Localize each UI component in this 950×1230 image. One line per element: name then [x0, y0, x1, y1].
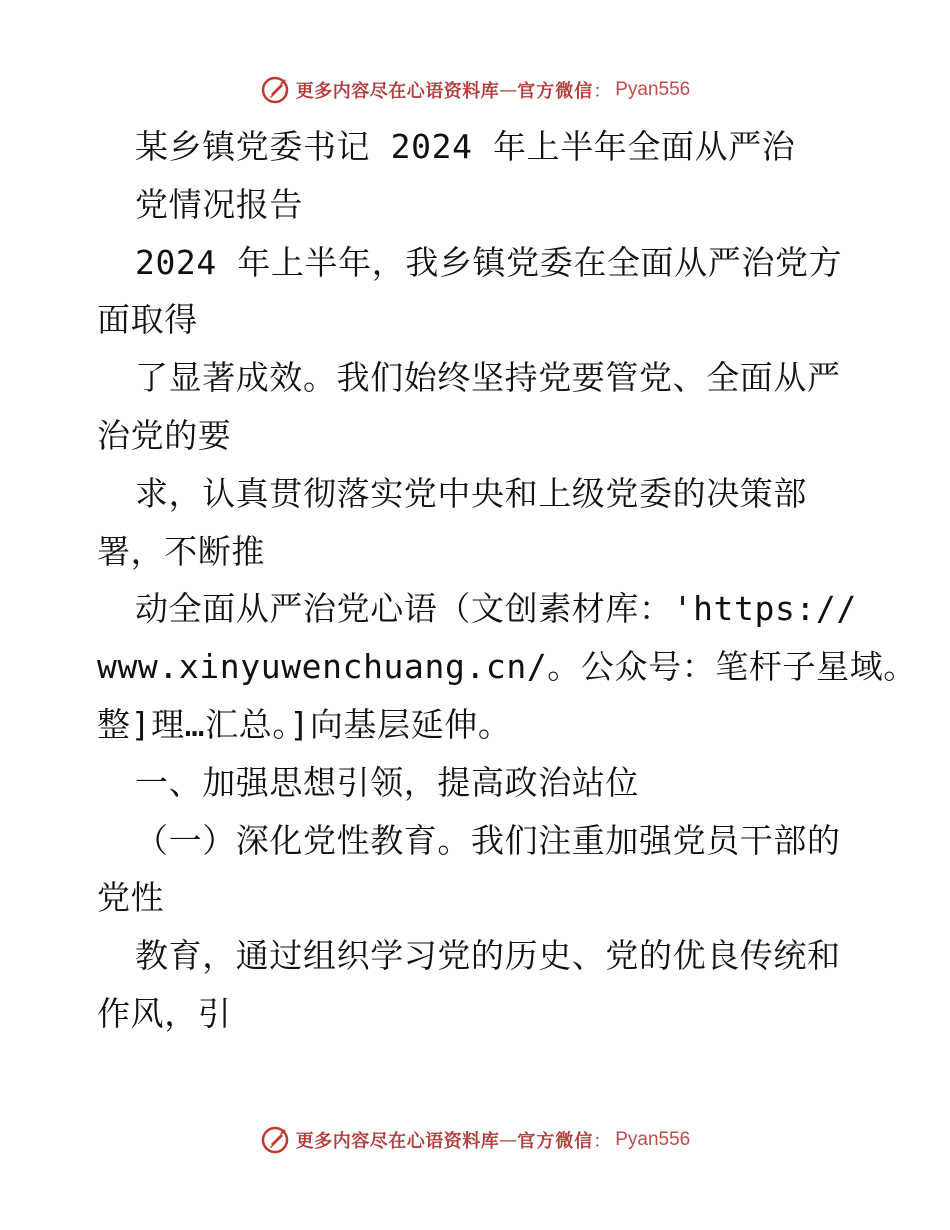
- paragraph-line: 教育，通过组织学习党的历史、党的优良传统和: [135, 936, 841, 976]
- quill-circle-icon: [260, 75, 290, 105]
- banner-wechat-id: Pyan556: [615, 1129, 691, 1150]
- paragraph-line: 署，不断推: [97, 531, 265, 571]
- banner-separator: ：: [593, 81, 612, 102]
- paragraph-line: 求，认真贯彻落实党中央和上级党委的决策部: [135, 473, 807, 513]
- banner-separator: ：: [593, 1131, 612, 1152]
- quill-circle-icon: [260, 1125, 290, 1155]
- paragraph-line: 面取得: [97, 300, 198, 340]
- banner-dash: —: [499, 1129, 518, 1151]
- paragraph-line: www.xinyuwenchuang.cn/。公众号：笔杆子星域。: [97, 647, 917, 687]
- banner-dash: —: [499, 79, 518, 101]
- paragraph-line: 整]理…汇总。]向基层延伸。: [97, 704, 512, 744]
- document-title-line-1: 某乡镇党委书记 2024 年上半年全面从严治: [135, 127, 796, 166]
- document-title-line-2: 党情况报告: [135, 184, 303, 224]
- paragraph-line: 动全面从严治党心语（文创素材库：'https://: [135, 589, 857, 629]
- paragraph-line: 2024 年上半年，我乡镇党委在全面从严治党方: [135, 242, 843, 282]
- paragraph-line: 党性: [97, 878, 165, 918]
- paragraph-line: 作风，引: [97, 993, 232, 1033]
- banner-wechat-label: 官方微信: [517, 1131, 594, 1152]
- banner-site-text: 更多内容尽在心语资料库: [295, 81, 500, 102]
- paragraph-line: 了显著成效。我们始终坚持党要管党、全面从严: [135, 358, 841, 398]
- banner-wechat-label: 官方微信: [517, 81, 594, 102]
- section-heading: 一、加强思想引领，提高政治站位: [135, 762, 639, 802]
- header-banner: [0, 72, 950, 108]
- banner-wechat-id: Pyan556: [615, 79, 691, 100]
- subsection-heading: （一）深化党性教育。我们注重加强党员干部的: [135, 820, 841, 860]
- banner-site-text: 更多内容尽在心语资料库: [295, 1131, 500, 1152]
- paragraph-line: 治党的要: [97, 415, 232, 455]
- document-body: [97, 118, 917, 1043]
- footer-banner: [0, 1122, 950, 1158]
